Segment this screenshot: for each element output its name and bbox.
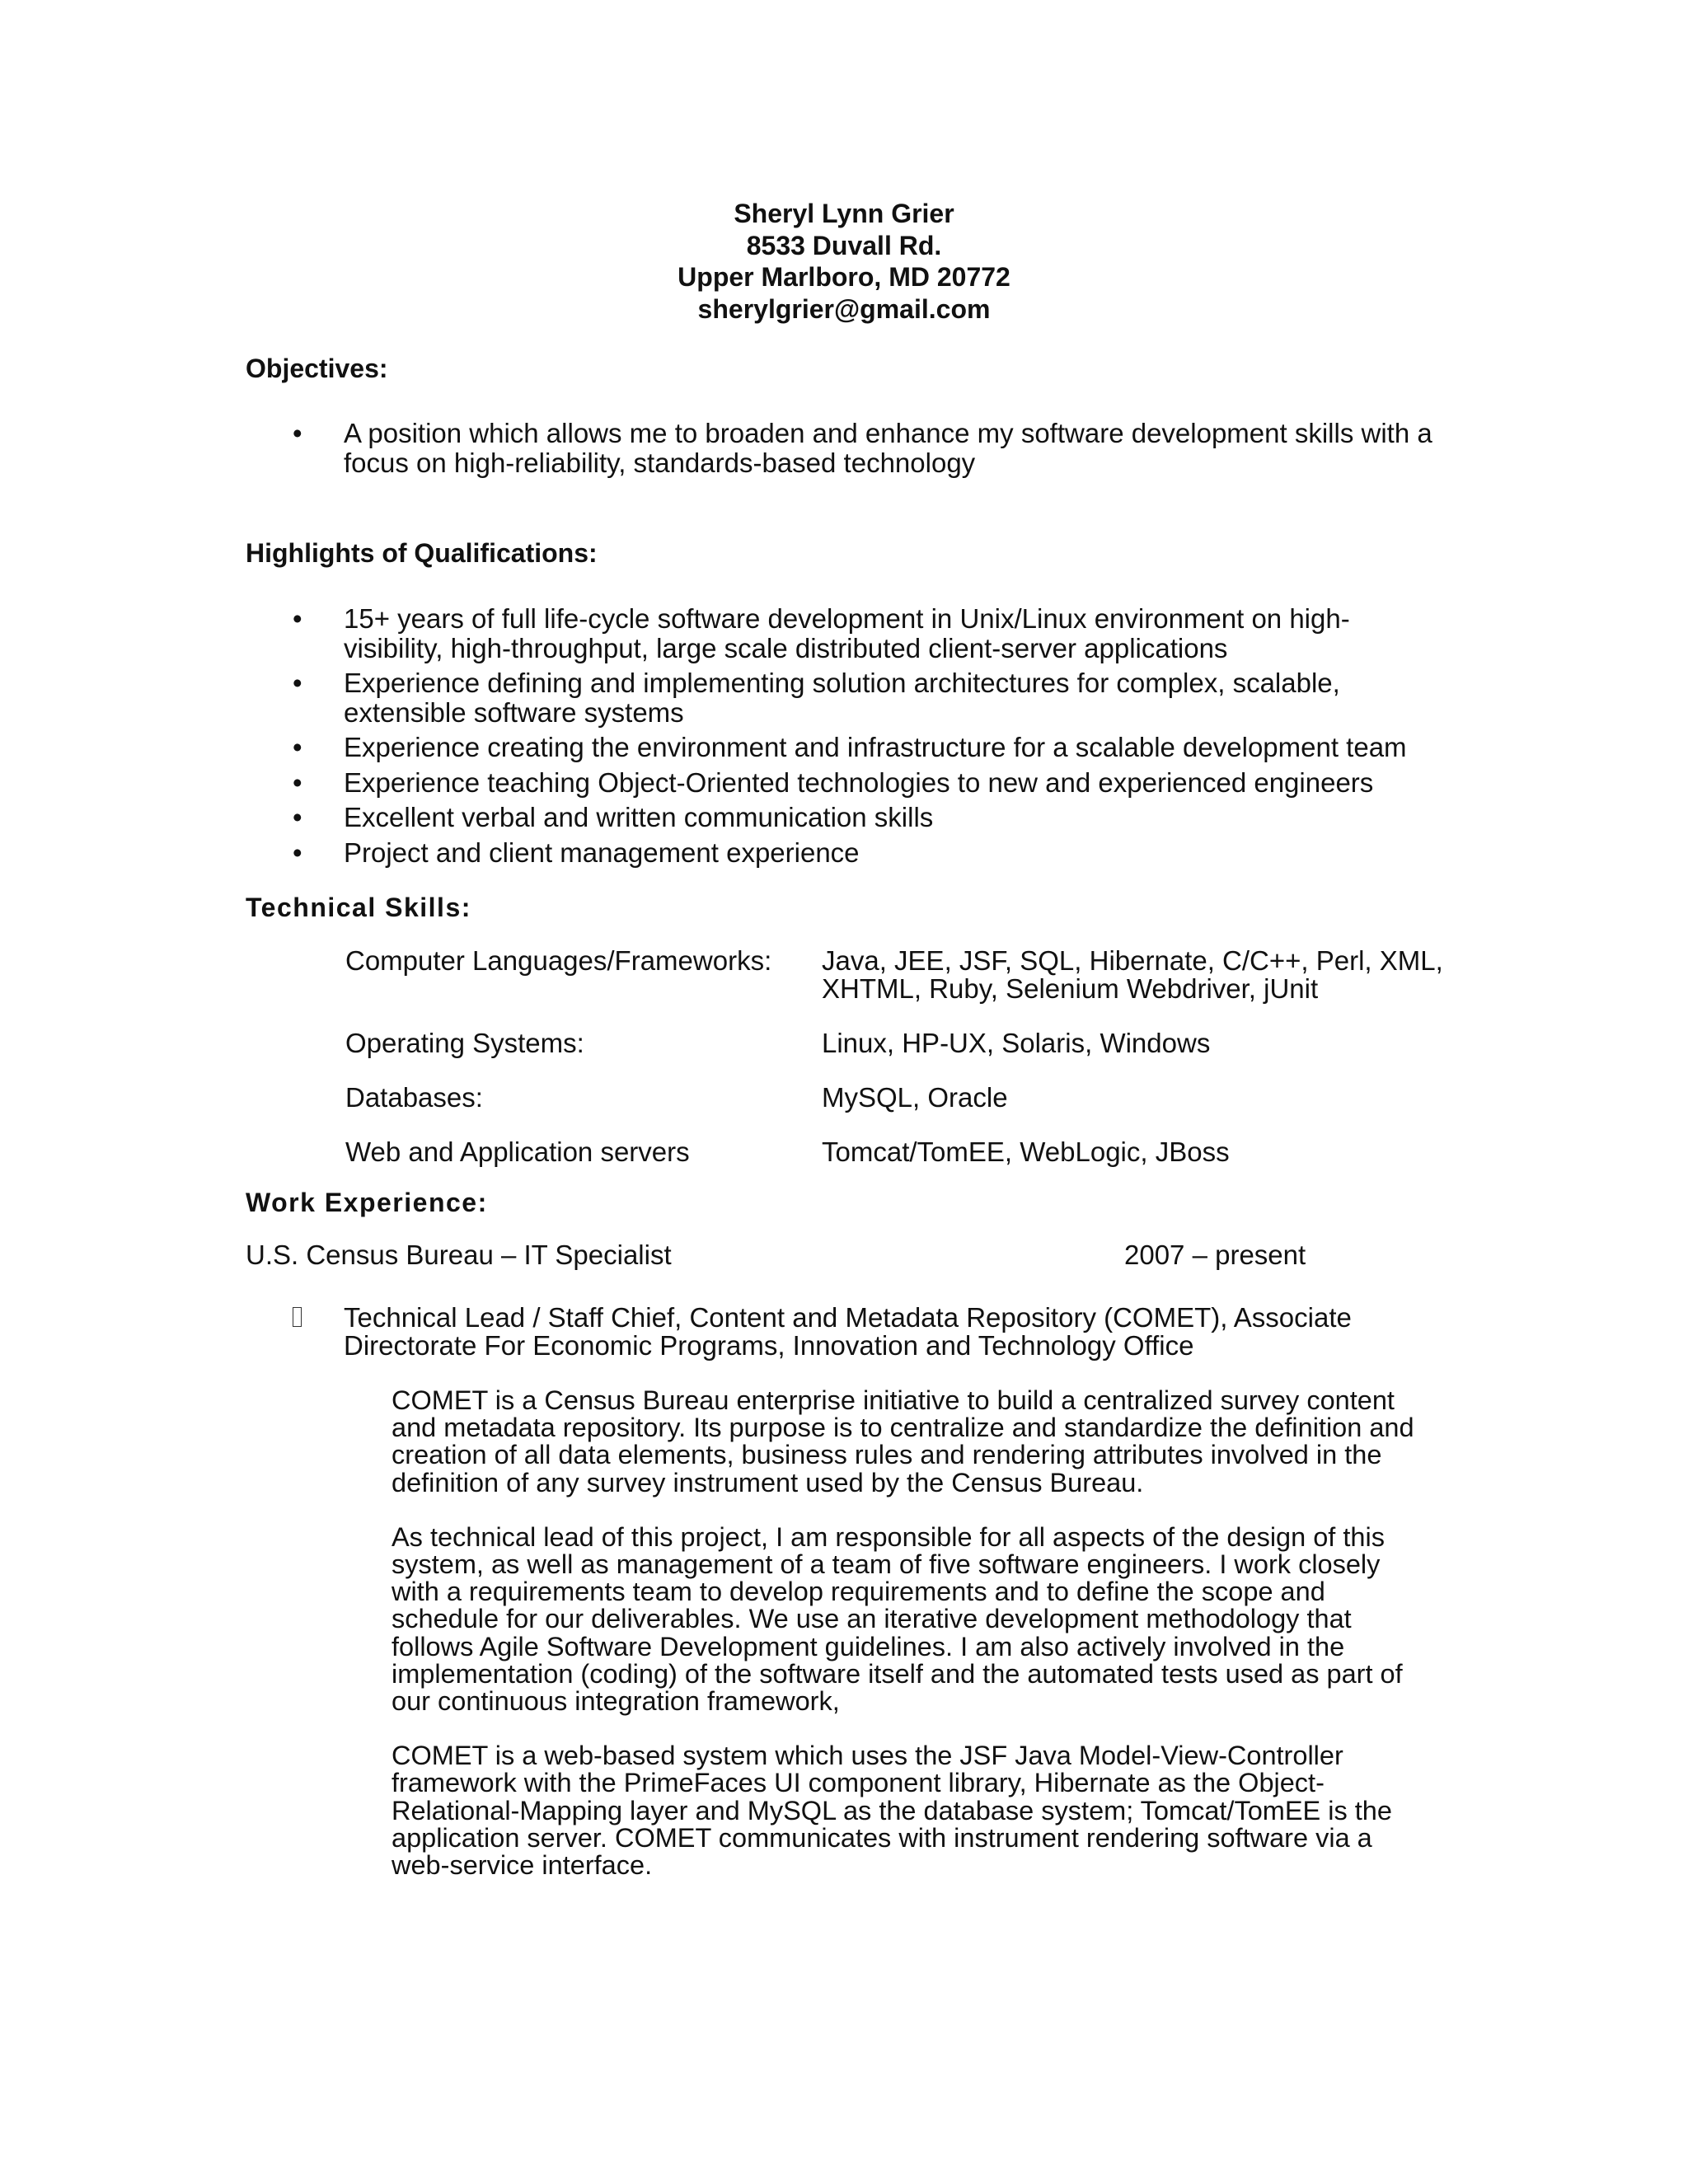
bullet-icon: • <box>293 802 302 832</box>
job-line <box>246 1241 1317 1274</box>
list-item <box>293 838 1447 868</box>
skill-row <box>345 1084 1499 1138</box>
bullet-icon: • <box>293 837 302 868</box>
list-item <box>293 733 1447 762</box>
skill-label: Web and Application servers <box>345 1137 690 1167</box>
skill-value: Tomcat/TomEE, WebLogic, JBoss <box>822 1137 1230 1167</box>
missing-glyph-icon <box>293 1307 302 1327</box>
objectives-heading: Objectives: <box>246 354 388 383</box>
list-item <box>293 604 1447 663</box>
work-heading: Work Experience: <box>246 1188 488 1217</box>
list-item <box>293 668 1447 727</box>
skill-label: Databases: <box>345 1082 483 1113</box>
skills-table <box>345 947 1499 1193</box>
qualification-text: Project and client management experience <box>344 837 860 868</box>
role-description <box>392 1387 1430 1906</box>
qualification-text: Experience defining and implementing solution architectures for complex, scalable, extensible software systems <box>344 668 1340 728</box>
skills-heading: Technical Skills: <box>246 893 471 922</box>
applicant-name: Sheryl Lynn Grier <box>734 199 954 228</box>
bullet-icon: • <box>293 603 302 634</box>
street-address: 8533 Duvall Rd. <box>746 230 942 260</box>
role-text: Technical Lead / Staff Chief, Content and Metadata Repository (COMET), Associate Directorate For Economic Programs, Innovation and Technology Office <box>344 1302 1352 1361</box>
skill-label: Operating Systems: <box>345 1028 584 1058</box>
paragraph: As technical lead of this project, I am responsible for all aspects of the design of this system, as well as management of a team of five software engineers. I work closely with a requirements team to develop requirements and to define the scope and schedule for our deliverables. We use an iterative development methodology that follows Agile Software Development guidelines. I am also actively involved in the implementation (coding) of the software itself and the automated tests used as part of our continuous integration framework, <box>392 1521 1403 1717</box>
skill-row <box>345 1138 1499 1193</box>
contact-header <box>0 198 1688 325</box>
qualification-text: Experience creating the environment and infrastructure for a scalable development team <box>344 732 1407 762</box>
list-item <box>293 768 1447 798</box>
qualifications-list <box>293 604 1447 873</box>
city-state-zip: Upper Marlboro, MD 20772 <box>678 262 1010 292</box>
paragraph: COMET is a web-based system which uses the JSF Java Model-View-Controller framework with the PrimeFaces UI component library, Hibernate as the Object-Relational-Mapping layer and MySQL as the database system; Tomcat/TomEE is the application server. COMET communicates with instrument rendering software via a web-service interface. <box>392 1741 1392 1881</box>
list-item <box>293 419 1447 477</box>
qualifications-heading: Highlights of Qualifications: <box>246 538 598 568</box>
qualification-text: Experience teaching Object-Oriented technologies to new and experienced engineers <box>344 766 1374 798</box>
bullet-icon: • <box>293 732 302 762</box>
email-address: sherylgrier@gmail.com <box>697 293 991 324</box>
bullet-icon: • <box>293 766 302 798</box>
objective-text: A position which allows me to broaden and enhance my software development skills with a focus on high-reliability, standards-based technology <box>344 418 1432 478</box>
job-title: U.S. Census Bureau – IT Specialist <box>246 1240 672 1270</box>
bullet-icon: • <box>293 418 302 448</box>
paragraph: COMET is a Census Bureau enterprise initiative to build a centralized survey content and metadata repository. Its purpose is to centralize and standardize the definition and creation of all data elements, business rules and rendering attributes involved in the definition of any survey instrument used by the Census Bureau. <box>392 1385 1414 1497</box>
skill-row <box>345 1029 1499 1084</box>
role-item <box>293 1304 1447 1359</box>
skill-value: Java, JEE, JSF, SQL, Hibernate, C/C++, Perl, XML, XHTML, Ruby, Selenium Webdriver, jUnit <box>822 945 1443 1004</box>
skill-value: MySQL, Oracle <box>822 1082 1008 1113</box>
job-dates: 2007 – present <box>1124 1240 1306 1270</box>
skill-row <box>345 947 1499 1029</box>
objectives-list <box>293 419 1447 483</box>
qualification-text: 15+ years of full life-cycle software development in Unix/Linux environment on high-visibility, high-throughput, large scale distributed client-server applications <box>344 603 1350 663</box>
skill-value: Linux, HP-UX, Solaris, Windows <box>822 1028 1211 1058</box>
list-item <box>293 803 1447 832</box>
skill-label: Computer Languages/Frameworks: <box>345 945 772 976</box>
qualification-text: Excellent verbal and written communication skills <box>344 802 934 832</box>
bullet-icon: • <box>293 668 302 698</box>
